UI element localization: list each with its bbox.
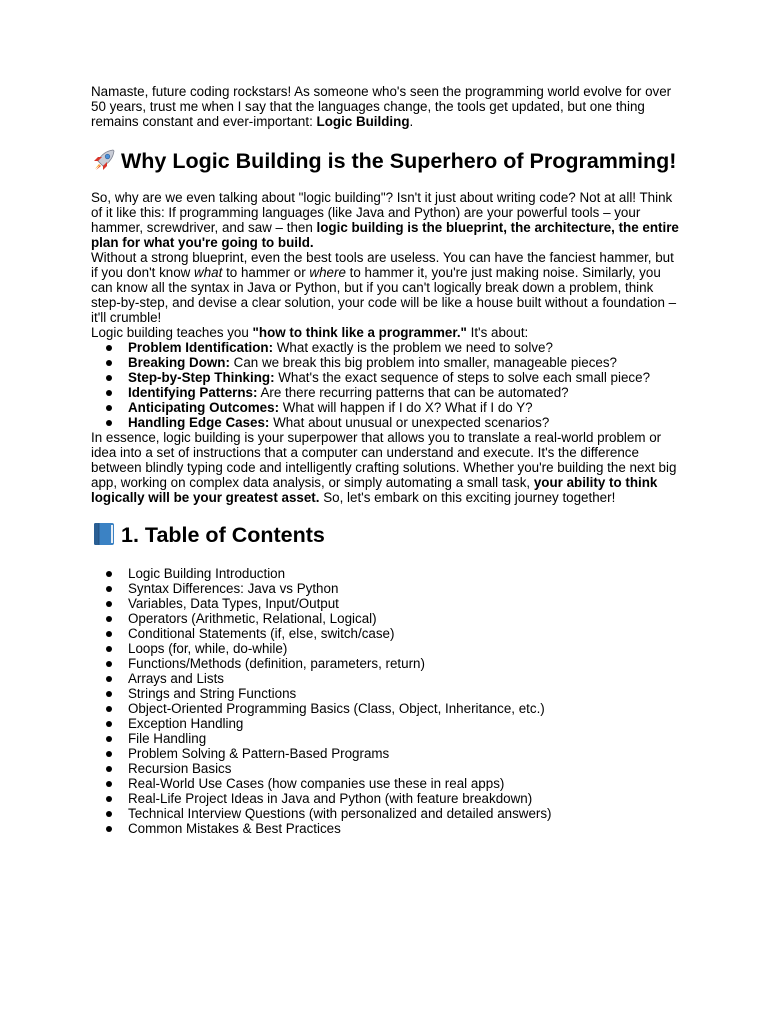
- toc-item: Common Mistakes & Best Practices: [128, 821, 341, 836]
- bullet: [106, 721, 112, 727]
- list-item: [91, 581, 681, 596]
- list-item: [91, 656, 681, 671]
- rocket-icon: [91, 147, 117, 173]
- toc-item: Conditional Statements (if, else, switch/case): [128, 626, 395, 641]
- intro-text-end: .: [409, 114, 414, 129]
- toc-heading: [91, 521, 681, 548]
- list-item: [91, 671, 681, 686]
- skill-desc: What's the exact sequence of steps to solve each small piece?: [274, 370, 651, 385]
- bullet: [106, 360, 112, 366]
- bullet: [106, 781, 112, 787]
- skills-list: [91, 340, 681, 430]
- intro-text: Namaste, future coding rockstars! As someone who's seen the programming world evolve for over 50 years, trust me when I say that the languages change, the tools get updated, but one thing remains constant and ever-important:: [91, 84, 672, 129]
- bullet: [106, 706, 112, 712]
- skill-term: Step-by-Step Thinking:: [128, 370, 275, 385]
- toc-item: Problem Solving & Pattern-Based Programs: [128, 746, 390, 761]
- toc-item: Recursion Basics: [128, 761, 232, 776]
- toc-item: Arrays and Lists: [128, 671, 225, 686]
- skill-term: Problem Identification:: [128, 340, 274, 355]
- toc-item: Exception Handling: [128, 716, 244, 731]
- why-paragraph-4: [91, 430, 681, 505]
- list-item: [91, 806, 681, 821]
- toc-item: Variables, Data Types, Input/Output: [128, 596, 339, 611]
- bullet: [106, 420, 112, 426]
- toc-item: Object-Oriented Programming Basics (Class, Object, Inheritance, etc.): [128, 701, 545, 716]
- why-paragraph-4-bold: your ability to think logically will be your greatest asset.: [91, 475, 658, 505]
- skill-desc: Can we break this big problem into smaller, manageable pieces?: [229, 355, 617, 370]
- list-item: [91, 776, 681, 791]
- toc-item: Real-World Use Cases (how companies use these in real apps): [128, 776, 505, 791]
- list-item: [91, 385, 681, 400]
- why-paragraph-1-bold: logic building is the blueprint, the architecture, the entire plan for what you're going to build.: [91, 220, 679, 250]
- list-item: [91, 611, 681, 626]
- toc-item: Operators (Arithmetic, Relational, Logical): [128, 611, 377, 626]
- why-paragraph-2-em-what: what: [194, 265, 223, 280]
- skill-desc: What exactly is the problem we need to solve?: [273, 340, 553, 355]
- bullet: [106, 796, 112, 802]
- toc-item: File Handling: [128, 731, 207, 746]
- why-paragraph-1: [91, 190, 681, 250]
- list-item: [91, 355, 681, 370]
- why-heading-text: Why Logic Building is the Superhero of Programming!: [121, 149, 677, 173]
- bullet: [106, 661, 112, 667]
- list-item: [91, 566, 681, 581]
- bullet: [106, 826, 112, 832]
- bullet: [106, 390, 112, 396]
- list-item: [91, 340, 681, 355]
- toc-item: Loops (for, while, do-while): [128, 641, 288, 656]
- toc-item: Strings and String Functions: [128, 686, 297, 701]
- bullet: [106, 405, 112, 411]
- bullet: [106, 691, 112, 697]
- why-paragraph-2-text: Without a strong blueprint, even the best tools are useless. You can have the fanciest hammer, but if you don't know: [91, 250, 674, 280]
- skill-desc: What about unusual or unexpected scenarios?: [269, 415, 550, 430]
- skill-term: Identifying Patterns:: [128, 385, 258, 400]
- why-paragraph-2-text-mid: to hammer or: [222, 265, 310, 280]
- toc-heading-text: 1. Table of Contents: [121, 523, 325, 547]
- list-item: [91, 400, 681, 415]
- why-paragraph-2-text-end: to hammer it, you're just making noise. Similarly, you can know all the syntax in Java or Python, but if you can't logically break down a problem, think step-by-step, and devise a clear solution, your code will be like a house built without a foundation – it'll crumble!: [91, 265, 677, 325]
- skill-term: Breaking Down:: [128, 355, 230, 370]
- bullet: [106, 736, 112, 742]
- why-paragraph-3-text: Logic building teaches you: [91, 325, 253, 340]
- toc-list: [91, 566, 681, 836]
- intro-paragraph: [91, 84, 681, 129]
- bullet: [106, 586, 112, 592]
- toc-item: Functions/Methods (definition, parameters, return): [128, 656, 425, 671]
- list-item: [91, 415, 681, 430]
- why-paragraph-3: [91, 325, 681, 340]
- bullet: [106, 811, 112, 817]
- why-heading: [91, 147, 681, 174]
- bullet: [106, 345, 112, 351]
- list-item: [91, 731, 681, 746]
- list-item: [91, 641, 681, 656]
- bullet: [106, 375, 112, 381]
- list-item: [91, 686, 681, 701]
- why-paragraph-4-text: In essence, logic building is your superpower that allows you to translate a real-world problem or idea into a set of instructions that a computer can understand and execute. It's the difference between blindly typing code and intelligently crafting solutions. Whether you're building the next big app, working on complex data analysis, or simply automating a small task,: [91, 430, 677, 490]
- skill-desc: What will happen if I do X? What if I do Y?: [279, 400, 533, 415]
- list-item: [91, 746, 681, 761]
- why-paragraph-3-bold: "how to think like a programmer.": [252, 325, 467, 340]
- list-item: [91, 791, 681, 806]
- list-item: [91, 701, 681, 716]
- skill-desc: Are there recurring patterns that can be automated?: [257, 385, 569, 400]
- bullet: [106, 601, 112, 607]
- list-item: [91, 716, 681, 731]
- why-paragraph-2: [91, 250, 681, 325]
- skill-term: Anticipating Outcomes:: [128, 400, 280, 415]
- list-item: [91, 596, 681, 611]
- bullet: [106, 766, 112, 772]
- list-item: [91, 370, 681, 385]
- bullet: [106, 616, 112, 622]
- bullet: [106, 631, 112, 637]
- intro-bold: Logic Building: [316, 114, 410, 129]
- why-paragraph-3-text-end: It's about:: [466, 325, 529, 340]
- why-paragraph-1-text: So, why are we even talking about "logic building"? Isn't it just about writing code? Not at all! Think of it like this: If programming languages (like Java and Python) are your powerful tools – your hammer, screwdriver, and saw – then: [91, 190, 673, 235]
- toc-item: Real-Life Project Ideas in Java and Python (with feature breakdown): [128, 791, 533, 806]
- bullet: [106, 571, 112, 577]
- toc-item: Technical Interview Questions (with personalized and detailed answers): [128, 806, 552, 821]
- toc-item: Logic Building Introduction: [128, 566, 286, 581]
- why-paragraph-4-text-end: So, let's embark on this exciting journey together!: [319, 490, 616, 505]
- document-page: [91, 84, 681, 836]
- bullet: [106, 646, 112, 652]
- blue-book-icon: [91, 521, 117, 547]
- bullet: [106, 751, 112, 757]
- list-item: [91, 821, 681, 836]
- list-item: [91, 626, 681, 641]
- list-item: [91, 761, 681, 776]
- why-paragraph-2-em-where: where: [309, 265, 346, 280]
- toc-item: Syntax Differences: Java vs Python: [128, 581, 339, 596]
- skill-term: Handling Edge Cases:: [128, 415, 270, 430]
- bullet: [106, 676, 112, 682]
